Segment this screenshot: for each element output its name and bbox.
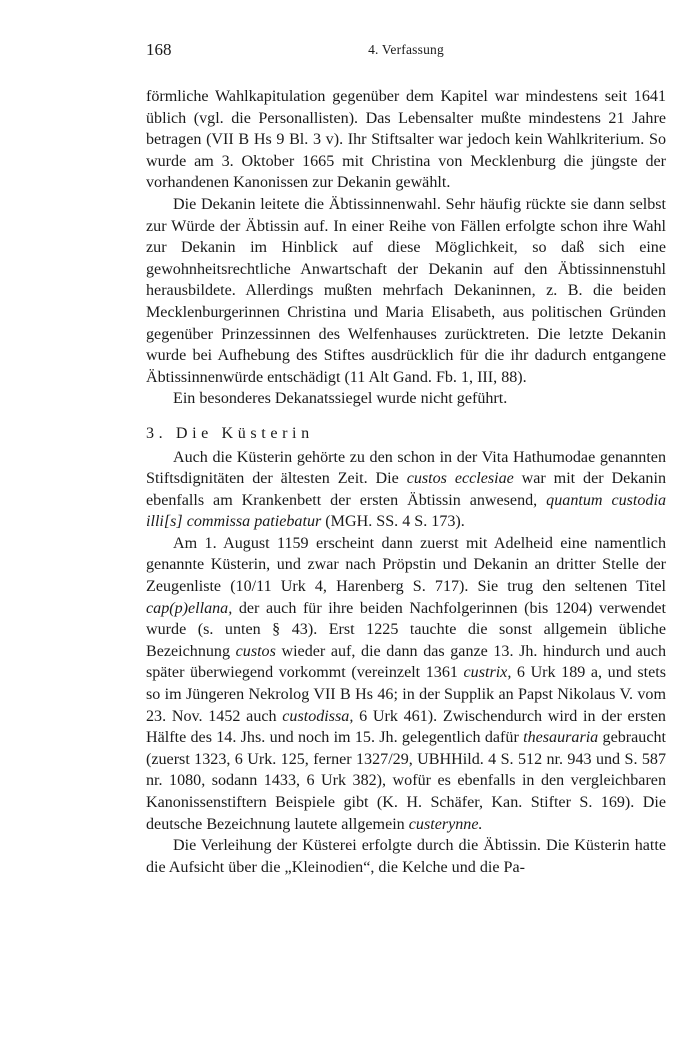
text-run: Am 1. August 1159 erscheint dann zuerst mit Adelheid eine namentlich genannte Küsterin, und zwar nach Pröpstin und Dekanin an dritter Stelle der Zeugenliste (10/11 Urk 4, Harenberg S. 717). Sie trug den seltenen Titel [146, 534, 666, 596]
text-run: war mit der Dekanin ebenfalls am Krankenbett der ersten Äbtissin anwesend, [146, 470, 666, 509]
text-run: 6 Urk 189 a, und stets so im Jüngeren Nekrolog VII B Hs 46; in der Supplik an Papst Nikolaus V. vom 23. Nov. 1452 auch [146, 664, 666, 725]
latin-term: custos [235, 642, 276, 660]
latin-term: custodissa, [282, 707, 354, 725]
text-run: (MGH. SS. 4 S. 173). [321, 513, 465, 531]
paragraph-kuesterin-origin [146, 447, 666, 533]
chapter-title: 4. Verfassung [368, 42, 444, 57]
latin-quotation: quantum custodia illi[s] commissa patiebatur [146, 491, 667, 531]
body-text [146, 86, 666, 878]
paragraph-kuesterin-titles [146, 533, 666, 835]
latin-term: cap(p)ellana, [146, 599, 233, 617]
latin-term: custrix, [463, 664, 512, 682]
text-run: der auch für ihre beiden Nachfolgerinnen (bis 1204) verwendet wurde (s. unten § 43). Erst 1225 tauchte die sonst allgemein übliche Bezeichnung [146, 599, 666, 660]
page-number: 168 [146, 40, 172, 59]
section-heading: 3. Die Küsterin [146, 424, 314, 442]
paragraph-election: förmliche Wahlkapitulation gegenüber dem Kapitel war mindestens seit 1641 üblich (vgl. die Personallisten). Das Lebensalter mußte mindestens 21 Jahre betragen (VII B Hs 9 Bl. 3 v). Ihr Stiftsalter war jedoch kein Wahlkriterium. So wurde am 3. Oktober 1665 mit Christina von Mecklenburg die jüngste der vorhandenen Kanonissen zur Dekanin gewählt. [146, 88, 666, 192]
text-run: wieder auf, die dann das ganze 13. Jh. hindurch und auch später überwiegend vorkommt (vereinzelt 1361 [146, 642, 666, 682]
german-term: custerynne. [408, 815, 483, 833]
running-head [146, 40, 666, 64]
latin-term: thesauraria [523, 729, 599, 747]
text-run: 6 Urk 461). Zwischendurch wird in der ersten Hälfte des 14. Jhs. und noch im 15. Jh. gelegentlich dafür [146, 707, 666, 747]
paragraph-seal: Ein besonderes Dekanatssiegel wurde nicht geführt. [173, 390, 508, 408]
paragraph-abbess-election: Die Dekanin leitete die Äbtissinnenwahl. Sehr häufig rückte sie dann selbst zur Würde der Äbtissin auf. In einer Reihe von Fällen erfolgte schon ihre Wahl zur Dekanin im Hinblick auf diese Möglichkeit, so daß sich eine gewohnheitsrechtliche Anwartschaft der Dekanin auf den Äbtissinnenstuhl herausbildete. Allerdings mußten mehrfach Dekaninnen, z. B. die beiden Mecklenburgerinnen Christina und Maria Elisabeth, aus politischen Gründen gegenüber Prinzessinnen des Welfenhauses zurücktreten. Die letzte Dekanin wurde bei Aufhebung des Stiftes ausdrücklich für die ihr dadurch entgangene Äbtissinnenwürde entschädigt (11 Alt Gand. Fb. 1, III, 88). [146, 195, 666, 386]
latin-term: custos ecclesiae [406, 470, 514, 488]
paragraph-kuesterin-duties: Die Verleihung der Küsterei erfolgte durch die Äbtissin. Die Küsterin hatte die Aufsicht über die „Kleinodien“, die Kelche und die Pa- [146, 837, 666, 876]
text-run: gebraucht (zuerst 1323, 6 Urk. 125, ferner 1327/29, UBHHild. 4 S. 512 nr. 943 und S. 587 nr. 1080, sodann 1433, 6 Urk 382), wofür es ebenfalls in den vergleichbaren Kanonissenstiftern Beispiele gibt (K. H. Schäfer, Kan. Stifter S. 169). Die deutsche Bezeichnung lautete allgemein [146, 729, 666, 833]
text-run: Auch die Küsterin gehörte zu den schon in der Vita Hathumodae genannten Stiftsdignitäten der ältesten Zeit. Die [146, 448, 666, 488]
